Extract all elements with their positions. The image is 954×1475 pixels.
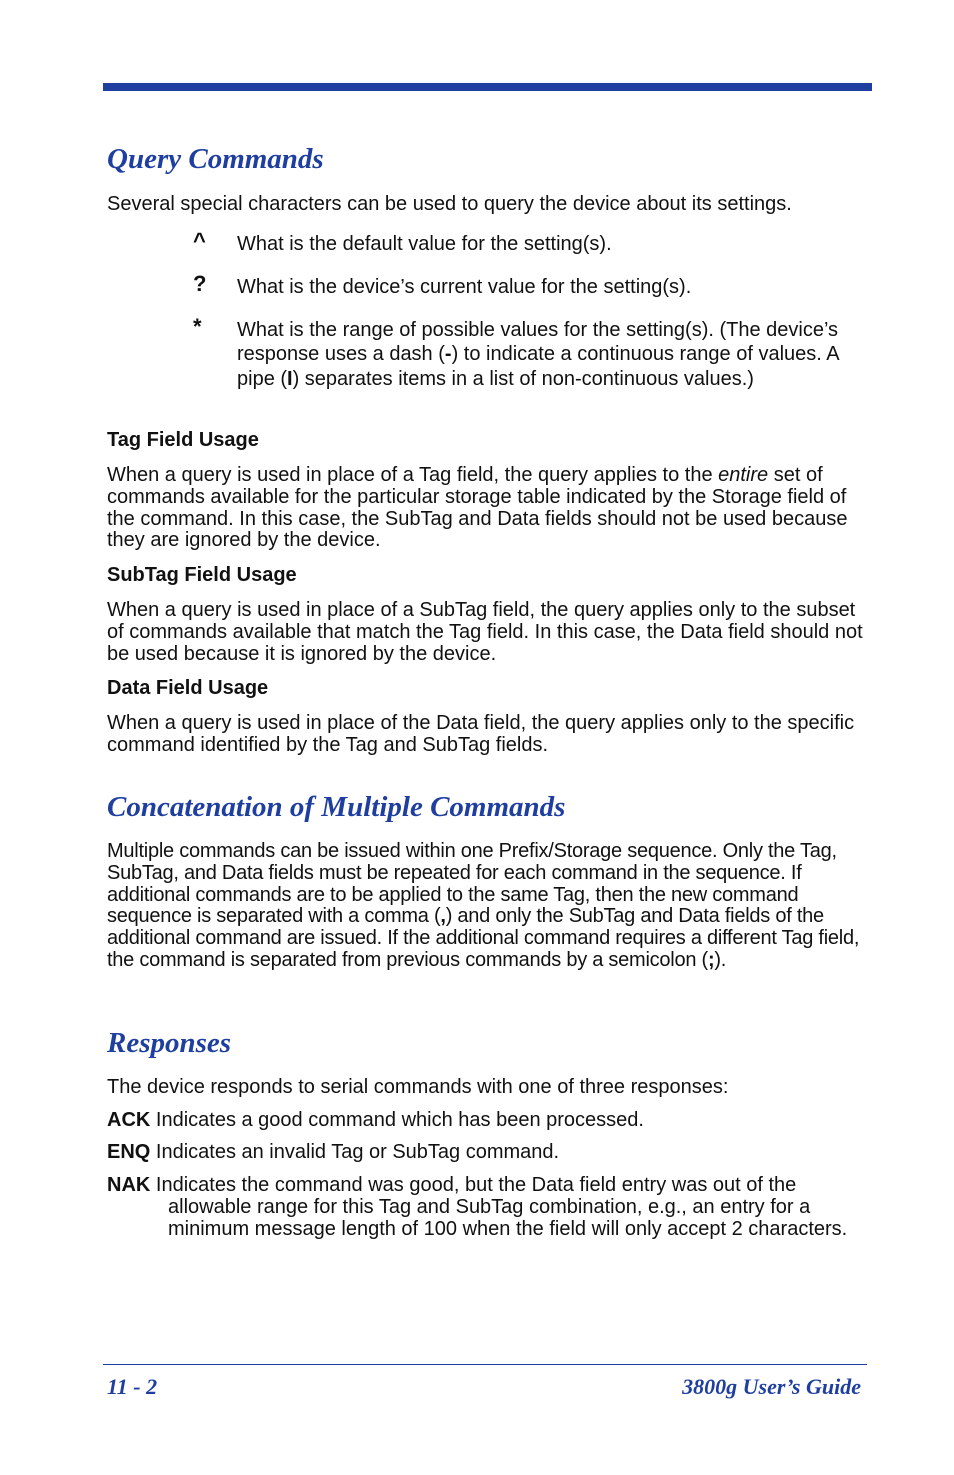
question-symbol: ?: [193, 271, 207, 296]
query-intro: Several special characters can be used to query the device about its settings.: [107, 193, 792, 215]
page-number: 11 - 2: [107, 1374, 158, 1399]
header-rule: [103, 83, 872, 91]
guide-title: 3800g User’s Guide: [682, 1374, 861, 1399]
dash-char: -: [444, 343, 452, 366]
nak-continuation: allowable range for this Tag and SubTag combination, e.g., an entry for a minimum message length of 100 when the field will only accept 2 characters.: [168, 1195, 848, 1240]
caret-symbol: ^: [193, 228, 206, 253]
responses-heading: Responses: [107, 1027, 232, 1059]
asterisk-description: What is the range of possible values for the setting(s). (The device’s response uses a dash (-) to indicate a continuous range of values. A pipe (I) separates items in a list of non-continuous values.): [237, 319, 839, 390]
pipe-char: I: [287, 367, 293, 390]
comma-char: ,: [440, 905, 446, 928]
nak-response: NAK Indicates the command was good, but the Data field entry was out of the allowable range for this Tag and SubTag combination, e.g., an entry for a minimum message length of 100 when the field will only accept 2 characters.: [107, 1175, 877, 1240]
subtag-field-usage-heading: SubTag Field Usage: [107, 564, 297, 586]
data-field-usage-heading: Data Field Usage: [107, 677, 269, 699]
tag-field-usage-heading: Tag Field Usage: [107, 429, 259, 451]
subtag-field-usage-text: When a query is used in place of a SubTag field, the query applies only to the subset of commands available that match the Tag field. In this case, the Data field should not be used because it is ignored by the device.: [107, 599, 863, 665]
question-description: What is the device’s current value for the setting(s).: [237, 276, 692, 298]
nak-code: NAK: [107, 1174, 151, 1196]
entire-emphasis: entire: [718, 464, 769, 486]
concatenation-heading: Concatenation of Multiple Commands: [107, 791, 566, 823]
enq-response: ENQ Indicates an invalid Tag or SubTag command.: [107, 1141, 560, 1163]
semicolon-char: ;: [707, 948, 715, 971]
asterisk-symbol: *: [193, 314, 202, 339]
concatenation-text: Multiple commands can be issued within one Prefix/Storage sequence. Only the Tag, SubTag, and Data fields must be repeated for each command in the sequence. If additional commands are to be applied to the same Tag, then the new command sequence is separated with a comma (,) and only the SubTag and Data fields of the additional command are issued. If the additional command requires a different Tag field, the command is separated from previous commands by a semicolon (;).: [107, 840, 860, 971]
query-commands-heading: Query Commands: [107, 143, 324, 175]
footer-rule: [103, 1364, 867, 1365]
data-field-usage-text: When a query is used in place of the Data field, the query applies only to the specific command identified by the Tag and SubTag fields.: [107, 712, 855, 756]
responses-intro: The device responds to serial commands with one of three responses:: [107, 1076, 729, 1098]
ack-response: ACK Indicates a good command which has been processed.: [107, 1109, 644, 1131]
tag-field-usage-text: When a query is used in place of a Tag field, the query applies to the entire set of commands available for the particular storage table indicated by the Storage field of the command. In this case, the SubTag and Data fields should not be used because they are ignored by the device.: [107, 464, 848, 552]
caret-description: What is the default value for the setting(s).: [237, 233, 612, 255]
enq-code: ENQ: [107, 1141, 151, 1163]
ack-code: ACK: [107, 1109, 151, 1131]
